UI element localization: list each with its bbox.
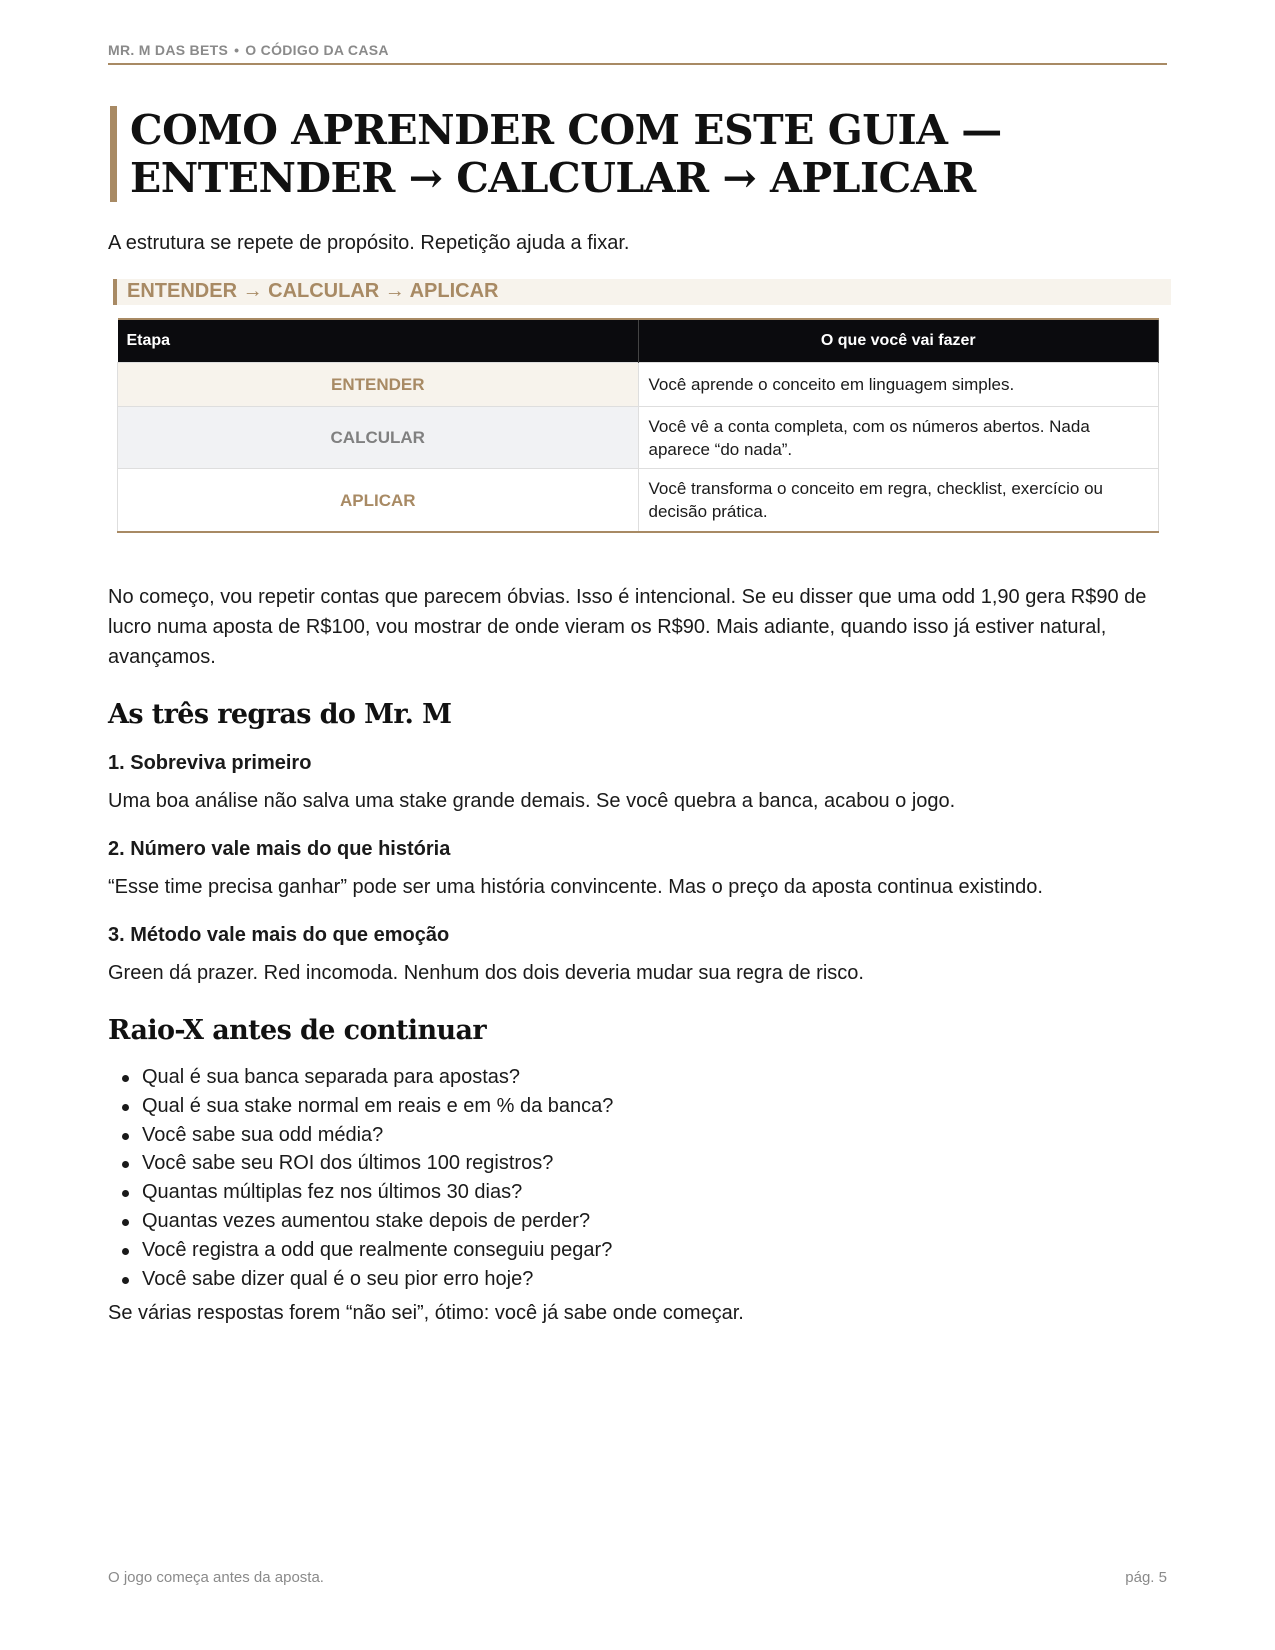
section-strip-label: ENTENDER → CALCULAR → APLICAR <box>127 280 499 302</box>
rule-title: 2. Número vale mais do que história <box>108 838 451 860</box>
footer-tagline: O jogo começa antes da aposta. <box>108 1569 324 1586</box>
list-item: Você sabe sua odd média? <box>122 1121 613 1150</box>
stage-cell: ENTENDER <box>118 363 639 407</box>
section-strip <box>113 279 1171 305</box>
header-rule <box>108 63 1167 65</box>
table-row <box>118 407 1159 469</box>
header-brand: MR. M DAS BETS <box>108 42 229 58</box>
description-cell: Você transforma o conceito em regra, checklist, exercício ou decisão prática. <box>638 469 1159 533</box>
table-header-row <box>118 319 1159 363</box>
raio-x-checklist <box>122 1063 613 1293</box>
list-item: Você registra a odd que realmente conseguiu pegar? <box>122 1236 613 1265</box>
page-title <box>110 106 1130 202</box>
rule-text: Uma boa análise não salva uma stake grande demais. Se você quebra a banca, acabou o jogo. <box>108 790 956 812</box>
description-cell: Você vê a conta completa, com os números abertos. Nada aparece “do nada”. <box>638 407 1159 469</box>
closing-text: Se várias respostas forem “não sei”, ótimo: você já sabe onde começar. <box>108 1302 744 1324</box>
document-page <box>108 0 1167 1650</box>
list-item: Você sabe seu ROI dos últimos 100 registros? <box>122 1149 613 1178</box>
running-header <box>108 42 1167 58</box>
list-item: Qual é sua banca separada para apostas? <box>122 1063 613 1092</box>
rule-title: 1. Sobreviva primeiro <box>108 752 312 774</box>
list-item: Qual é sua stake normal em reais e em % da banca? <box>122 1092 613 1121</box>
column-header-description: O que você vai fazer <box>638 319 1159 363</box>
header-separator: • <box>234 42 240 58</box>
title-line-1: COMO APRENDER COM ESTE GUIA — <box>130 106 1002 154</box>
rule-title: 3. Método vale mais do que emoção <box>108 924 450 946</box>
list-item: Você sabe dizer qual é o seu pior erro hoje? <box>122 1265 613 1294</box>
stage-cell: APLICAR <box>118 469 639 533</box>
list-item: Quantas múltiplas fez nos últimos 30 dias? <box>122 1178 613 1207</box>
rule-text: “Esse time precisa ganhar” pode ser uma história convincente. Mas o preço da aposta continua existindo. <box>108 876 1043 898</box>
column-header-stage: Etapa <box>118 319 639 363</box>
stage-cell: CALCULAR <box>118 407 639 469</box>
table-row <box>118 469 1159 533</box>
table-row <box>118 363 1159 407</box>
description-cell: Você aprende o conceito em linguagem simples. <box>638 363 1159 407</box>
intro-text: A estrutura se repete de propósito. Repetição ajuda a fixar. <box>108 232 630 254</box>
explanation-paragraph: No começo, vou repetir contas que parecem óbvias. Isso é intencional. Se eu disser que uma odd 1,90 gera R$90 de lucro numa aposta de R$100, vou mostrar de onde vieram os R$90. Mais adiante, quando isso já estiver natural, avançamos. <box>108 586 1147 668</box>
rules-heading: As três regras do Mr. M <box>108 699 452 730</box>
header-section: O CÓDIGO DA CASA <box>245 42 389 58</box>
raio-x-heading: Raio-X antes de continuar <box>108 1015 487 1046</box>
title-line-2: ENTENDER → CALCULAR → APLICAR <box>130 154 976 202</box>
stages-table <box>117 318 1159 533</box>
list-item: Quantas vezes aumentou stake depois de perder? <box>122 1207 613 1236</box>
rule-text: Green dá prazer. Red incomoda. Nenhum dos dois deveria mudar sua regra de risco. <box>108 962 864 984</box>
page-number: pág. 5 <box>1125 1569 1167 1586</box>
